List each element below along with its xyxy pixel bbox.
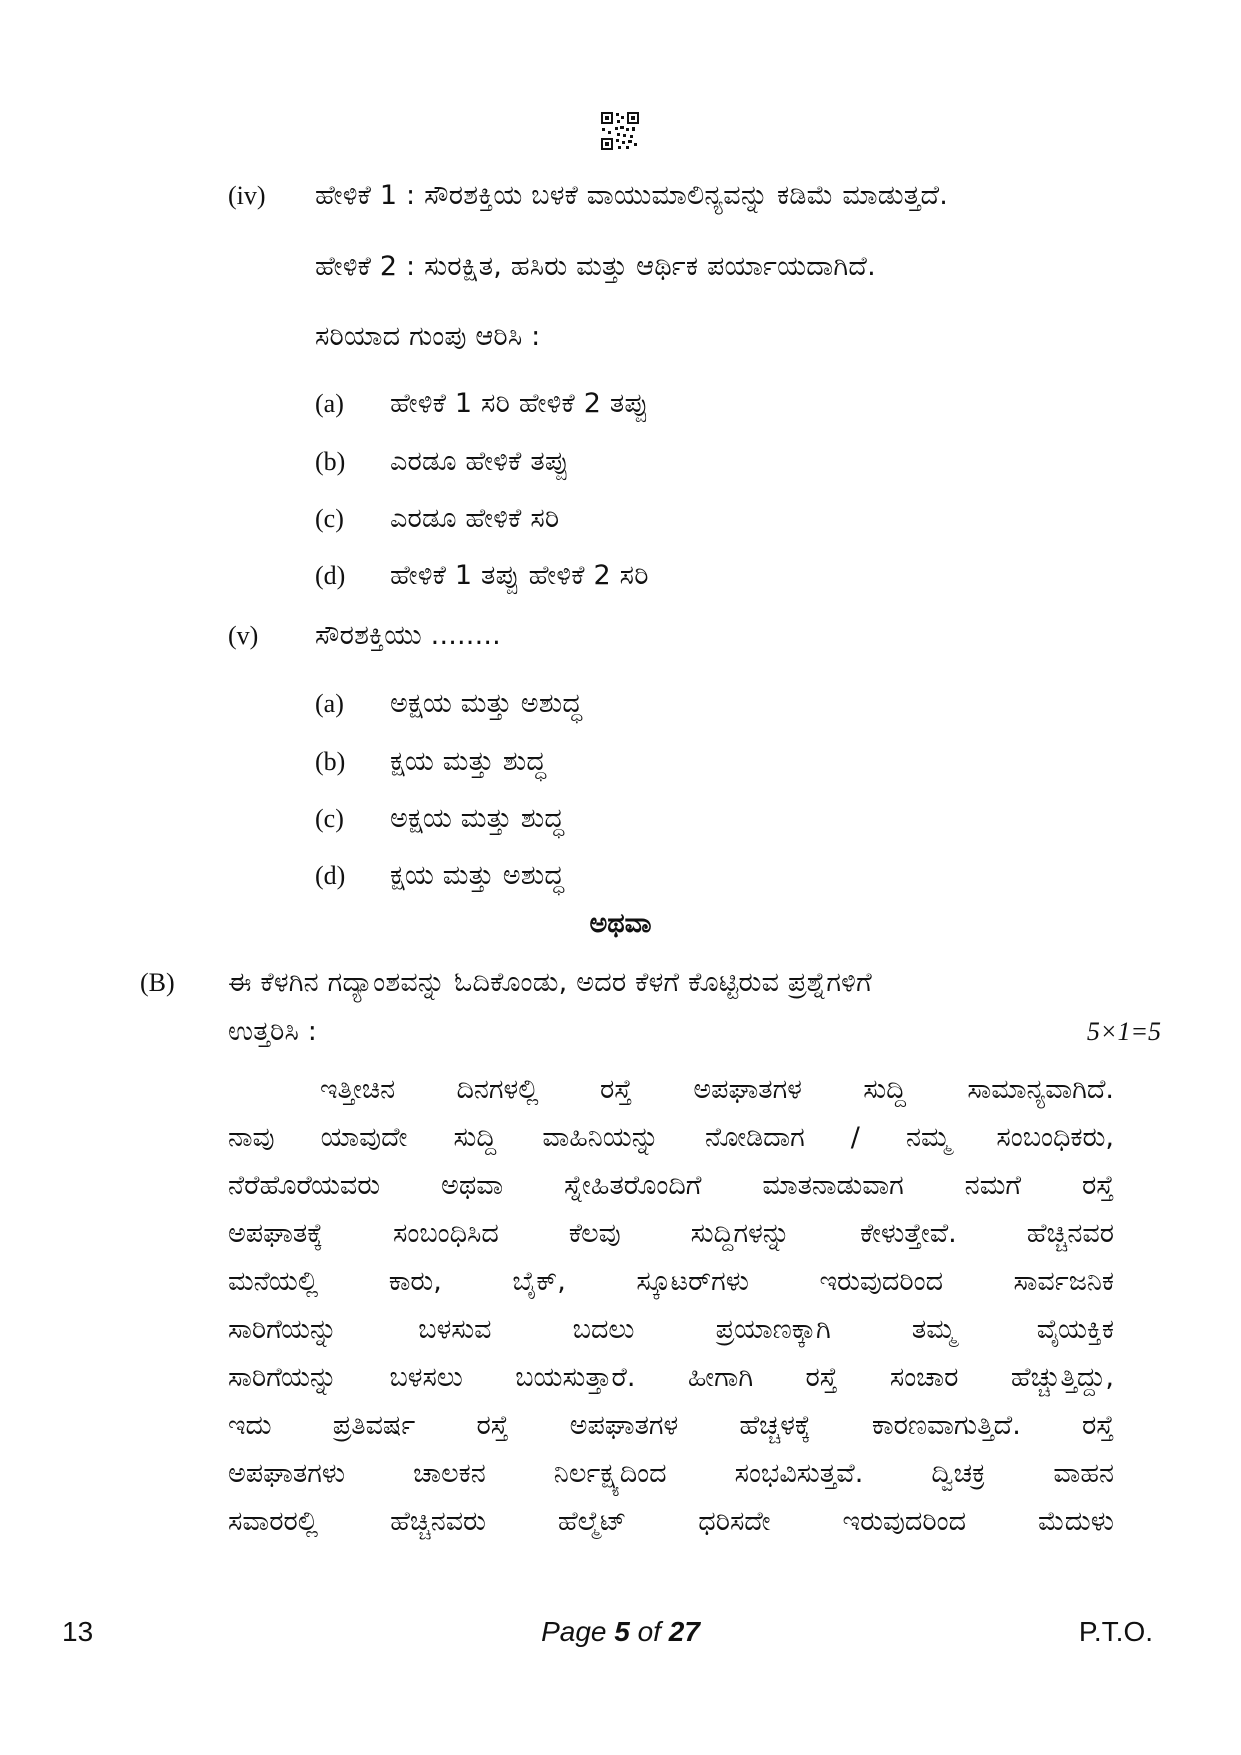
page-total: 27 — [668, 1616, 700, 1647]
pto-label: P.T.O. — [1078, 1616, 1153, 1647]
page-current: 5 — [614, 1616, 630, 1647]
question-iv-statement-1: ಹೇಳಿಕೆ 1 : ಸೌರಶಕ್ತಿಯ ಬಳಕೆ ವಾಯುಮಾಲಿನ್ಯವನ್ನು ಕಡಿಮೆ ಮಾಡುತ್ತದೆ. — [315, 180, 949, 211]
section-b-instruction: ಈ ಕೆಳಗಿನ ಗದ್ಯಾಂಶವನ್ನು ಓದಿಕೊಂಡು, ಅದರ ಕೆಳಗೆ ಕೊಟ್ಟಿರುವ ಪ್ರಶ್ನೆಗಳಿಗೆ — [228, 967, 872, 998]
question-v-label: (v) — [228, 621, 259, 650]
option-text: ಕ್ಷಯ ಮತ್ತು ಶುದ್ಧ — [390, 746, 547, 777]
qr-code-icon — [600, 111, 640, 151]
option-text: ಕ್ಷಯ ಮತ್ತು ಅಶುದ್ಧ — [390, 860, 565, 891]
question-iv-label: (iv) — [228, 181, 266, 210]
passage-line: ನೆರೆಹೊರೆಯವರು ಅಥವಾ ಸ್ನೇಹಿತರೊಂದಿಗೆ ಮಾತನಾಡುವಾಗ ನಮಗೆ ರಸ್ತೆ — [228, 1170, 1114, 1201]
option-text: ಅಕ್ಷಯ ಮತ್ತು ಅಶುದ್ಧ — [390, 688, 583, 719]
question-v-text: ಸೌರಶಕ್ತಿಯು ........ — [315, 620, 501, 651]
passage-line: ಮನೆಯಲ್ಲಿ ಕಾರು, ಬೈಕ್, ಸ್ಕೂಟರ್‌ಗಳು ಇರುವುದರಿಂದ ಸಾರ್ವಜನಿಕ — [228, 1266, 1114, 1297]
page-prefix: Page — [541, 1616, 615, 1647]
option-text: ಹೇಳಿಕೆ 1 ತಪ್ಪು ಹೇಳಿಕೆ 2 ಸರಿ — [390, 560, 649, 591]
option-label: (d) — [315, 561, 346, 590]
page-of: of — [629, 1616, 669, 1647]
passage-line: ಸಾರಿಗೆಯನ್ನು ಬಳಸುವ ಬದಲು ಪ್ರಯಾಣಕ್ಕಾಗಿ ತಮ್ಮ ವೈಯಕ್ತಿಕ — [228, 1314, 1114, 1345]
or-heading: ಅಥವಾ — [589, 908, 652, 939]
option-label: (a) — [315, 689, 344, 718]
passage-line: ಇದು ಪ್ರತಿವರ್ಷ ರಸ್ತೆ ಅಪಘಾತಗಳ ಹೆಚ್ಚಳಕ್ಕೆ ಕಾರಣವಾಗುತ್ತಿದೆ. ರಸ್ತೆ — [228, 1410, 1114, 1441]
passage-line: ಅಪಘಾತಗಳು ಚಾಲಕನ ನಿರ್ಲಕ್ಷ್ಯದಿಂದ ಸಂಭವಿಸುತ್ತವೆ. ದ್ವಿಚಕ್ರ ವಾಹನ — [228, 1458, 1114, 1489]
passage-line: ಇತ್ತೀಚಿನ ದಿನಗಳಲ್ಲಿ ರಸ್ತೆ ಅಪಘಾತಗಳ ಸುದ್ದಿ ಸಾಮಾನ್ಯವಾಗಿದೆ. — [320, 1074, 1114, 1105]
option-label: (c) — [315, 804, 344, 833]
option-label: (b) — [315, 447, 346, 476]
passage — [228, 1066, 1114, 1546]
option-text: ಹೇಳಿಕೆ 1 ಸರಿ ಹೇಳಿಕೆ 2 ತಪ್ಪು — [390, 388, 649, 419]
option-label: (a) — [315, 389, 344, 418]
option-text: ಎರಡೂ ಹೇಳಿಕೆ ತಪ್ಪು — [390, 446, 570, 477]
section-b-instruction: ಉತ್ತರಿಸಿ : — [228, 1016, 318, 1047]
marks-allocation: 5×1=5 — [1086, 1017, 1161, 1046]
option-label: (d) — [315, 861, 346, 890]
passage-line: ಸವಾರರಲ್ಲಿ ಹೆಚ್ಚಿನವರು ಹೆಲ್ಮೆಟ್ ಧರಿಸದೇ ಇರುವುದರಿಂದ ಮೆದುಳು — [228, 1506, 1114, 1537]
option-text: ಎರಡೂ ಹೇಳಿಕೆ ಸರಿ — [390, 503, 560, 534]
option-label: (b) — [315, 747, 346, 776]
passage-line: ನಾವು ಯಾವುದೇ ಸುದ್ದಿ ವಾಹಿನಿಯನ್ನು ನೋಡಿದಾಗ / ನಮ್ಮ ಸಂಬಂಧಿಕರು, — [228, 1122, 1114, 1153]
option-label: (c) — [315, 504, 344, 533]
question-iv-statement-2: ಹೇಳಿಕೆ 2 : ಸುರಕ್ಷಿತ, ಹಸಿರು ಮತ್ತು ಆರ್ಥಿಕ ಪರ್ಯಾಯದಾಗಿದೆ. — [315, 251, 876, 282]
section-b-label: (B) — [140, 968, 175, 997]
passage-line: ಅಪಘಾತಕ್ಕೆ ಸಂಬಂಧಿಸಿದ ಕೆಲವು ಸುದ್ದಿಗಳನ್ನು ಕೇಳುತ್ತೇವೆ. ಹೆಚ್ಚಿನವರ — [228, 1218, 1114, 1249]
option-text: ಅಕ್ಷಯ ಮತ್ತು ಶುದ್ಧ — [390, 803, 565, 834]
question-iv-instruction: ಸರಿಯಾದ ಗುಂಪು ಆರಿಸಿ : — [315, 321, 541, 352]
page-number — [0, 1616, 1241, 1648]
passage-line: ಸಾರಿಗೆಯನ್ನು ಬಳಸಲು ಬಯಸುತ್ತಾರೆ. ಹೀಗಾಗಿ ರಸ್ತೆ ಸಂಚಾರ ಹೆಚ್ಚುತ್ತಿದ್ದು, — [228, 1362, 1114, 1393]
paper-code: 13 — [62, 1616, 94, 1647]
